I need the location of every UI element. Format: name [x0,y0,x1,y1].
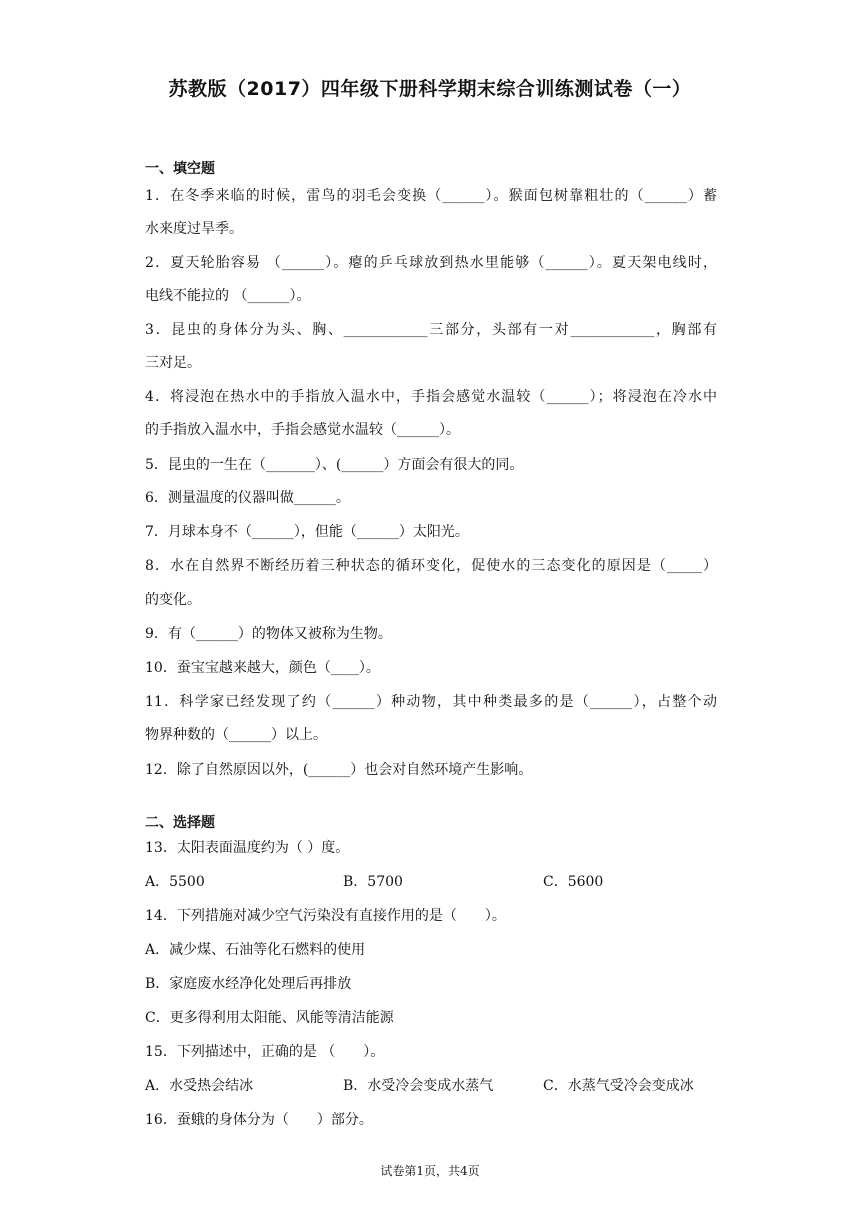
question-line: 电线不能拉的 （______）。 [145,288,311,304]
option-b: B．家庭废水经净化处理后再排放 [145,976,352,992]
question-line: 2．夏天轮胎容易 （______）。瘪的乒乓球放到热水里能够（______）。夏天架电线时， [145,255,717,271]
question-line: 11．科学家已经发现了约（______）种动物，其中种类最多的是（______），占整个动 [145,694,717,710]
option-c: C．5600 [543,874,604,890]
option-b: B．水受冷会变成水蒸气 [343,1078,494,1094]
question-16: 16．蚕蛾的身体分为（ ）部分。 [145,1112,373,1128]
question-line: 7．月球本身不（______），但能（______）太阳光。 [145,524,469,540]
question-line: 1．在冬季来临的时候，雷鸟的羽毛会变换（______）。猴面包树靠粗壮的（______）蓄 [145,188,717,204]
question-line: 12．除了自然原因以外，(______）也会对自然环境产生影响。 [145,762,533,778]
question-line: 9．有（______）的物体又被称为生物。 [145,626,392,642]
question-13: 13．太阳表面温度约为（ ）度。 [145,840,350,856]
question-line: 的变化。 [145,592,201,608]
question-line: 三对足。 [145,355,201,371]
question-line: 水来度过旱季。 [145,221,243,237]
page-title: 苏教版（2017）四年级下册科学期末综合训练测试卷（一） [168,78,692,100]
question-14: 14．下列措施对减少空气污染没有直接作用的是（ ）。 [145,908,506,924]
question-line: 6．测量温度的仪器叫做______。 [145,490,350,506]
question-line: 物界种数的（______）以上。 [145,727,327,743]
option-a: A．5500 [145,874,205,890]
option-a: A．减少煤、石油等化石燃料的使用 [145,942,366,958]
page-footer: 试卷第1页，共4页 [380,1164,480,1178]
option-c: C．水蒸气受冷会变成冰 [543,1078,694,1094]
question-line: 的手指放入温水中，手指会感觉水温较（______）。 [145,422,460,438]
question-line: 5．昆虫的一生在（_______）、(______）方面会有很大的同。 [145,457,524,473]
option-b: B．5700 [343,874,403,890]
section-heading-fill-blank: 一、填空题 [145,161,215,177]
question-line: 8．水在自然界不断经历着三种状态的循环变化，促使水的三态变化的原因是（_____） [145,558,717,574]
section-heading-choice: 二、选择题 [145,815,215,831]
option-a: A．水受热会结冰 [145,1078,254,1094]
question-line: 10．蚕宝宝越来越大，颜色（____）。 [145,660,380,676]
question-line: 3．昆虫的身体分为头、胸、____________三部分，头部有一对____________，胸部有 [145,322,717,338]
question-line: 4．将浸泡在热水中的手指放入温水中，手指会感觉水温较（______）；将浸泡在冷水中 [145,389,717,405]
question-15-options [145,1076,717,1096]
question-15: 15．下列描述中，正确的是 （ ）。 [145,1044,385,1060]
option-c: C．更多得利用太阳能、风能等清洁能源 [145,1010,394,1026]
question-13-options [145,872,717,892]
